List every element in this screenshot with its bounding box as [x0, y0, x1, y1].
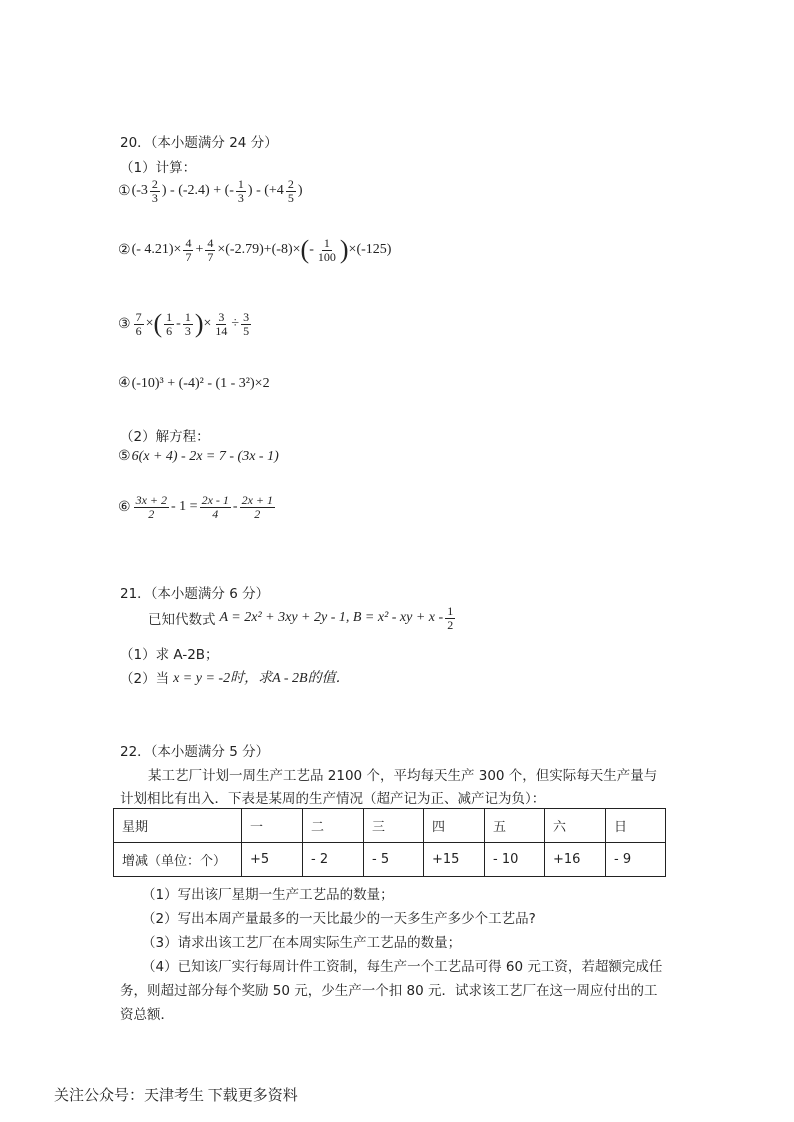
- expression-1: ① (-3 $\frac{2}{3}$ ) - (-2.4) + (- $\frac{1}{3}$ ) - (+4 $\frac{2}{5}$ ): [118, 177, 303, 205]
- q21-part2: （2）当 x = y = -2时，求A - 2B的值．: [120, 671, 350, 687]
- table-row: [114, 843, 666, 877]
- q22-subquestion-1: （1）写出该厂星期一生产工艺品的数量；: [142, 887, 394, 903]
- table-cell: - 10: [485, 843, 545, 877]
- q22-subquestion-3: （3）请求出该工艺厂在本周实际生产工艺品的数量；: [142, 935, 462, 951]
- fraction: $\frac{3}{5}$: [243, 310, 250, 338]
- fraction: $\frac{3}{14}$: [215, 310, 228, 338]
- table-cell: 六: [545, 809, 606, 843]
- q21-intro: 已知代数式 A = 2x² + 3xy + 2y - 1, B = x² - xy + x - $\frac{1}{2}$: [148, 604, 454, 632]
- table-cell: - 5: [364, 843, 424, 877]
- left-paren: (: [300, 235, 310, 265]
- fraction: $\frac{2x + 1}{2}$: [241, 493, 273, 521]
- table-cell: 五: [485, 809, 545, 843]
- q22-subquestion-4-line3: 资总额．: [120, 1007, 174, 1023]
- q20-title: 20．（本小题满分 24 分）: [120, 135, 278, 151]
- table-cell: +16: [545, 843, 606, 877]
- marker-4: ④: [118, 376, 131, 391]
- fraction: $\frac{4}{7}$: [185, 236, 192, 264]
- q20-part2-label: （2）解方程：: [120, 429, 210, 445]
- q21-part1: （1）求 A-2B；: [120, 647, 219, 663]
- marker-6: ⑥: [118, 499, 131, 515]
- footer-note: 关注公众号：天津考生 下载更多资料: [54, 1088, 298, 1104]
- fraction: $\frac{1}{3}$: [184, 310, 191, 338]
- table-cell: 增减（单位：个）: [114, 843, 242, 877]
- marker-3: ③: [118, 316, 131, 332]
- marker-1: ①: [118, 183, 131, 199]
- table-cell: 四: [424, 809, 485, 843]
- right-paren: ): [194, 309, 204, 339]
- q22-title: 22．（本小题满分 5 分）: [120, 744, 270, 760]
- q22-paragraph-line1: 某工艺厂计划一周生产工艺品 2100 个，平均每天生产 300 个，但实际每天生产量与: [148, 768, 658, 784]
- table-cell: +15: [424, 843, 485, 877]
- q21-title: 21．（本小题满分 6 分）: [120, 586, 270, 602]
- table-row: [114, 809, 666, 843]
- fraction: $\frac{1}{2}$: [447, 604, 454, 632]
- fraction: $\frac{1}{3}$: [237, 177, 244, 205]
- q20-part1-label: （1）计算：: [120, 160, 197, 176]
- fraction: $\frac{2}{5}$: [287, 177, 294, 205]
- table-cell: 星期: [114, 809, 242, 843]
- marker-2: ②: [118, 242, 131, 258]
- fraction: $\frac{2}{3}$: [151, 177, 158, 205]
- table-cell: - 9: [606, 843, 666, 877]
- left-paren: (: [153, 309, 163, 339]
- fraction: $\frac{1}{6}$: [166, 310, 173, 338]
- table-cell: 日: [606, 809, 666, 843]
- expression-2: ② (- 4.21)× $\frac{4}{7}$ + $\frac{4}{7}$ ×(-2.79)+(-8)× ( - $\frac{1}{100}$ ) ×(-125): [118, 235, 392, 265]
- fraction: $\frac{4}{7}$: [207, 236, 214, 264]
- expression-3: ③ $\frac{7}{6}$ × ( $\frac{1}{6}$ - $\frac{1}{3}$ ) × $\frac{3}{14}$ ÷ $\frac{3}{5}$: [118, 309, 250, 339]
- table-cell: +5: [242, 843, 303, 877]
- equation-5: ⑤ 6(x + 4) - 2x = 7 - (3x - 1): [118, 448, 279, 464]
- fraction: $\frac{3x + 2}{2}$: [135, 493, 167, 521]
- fraction: $\frac{1}{100}$: [317, 236, 336, 264]
- equation-6: ⑥ $\frac{3x + 2}{2}$ - 1 = $\frac{2x - 1}{4}$ - $\frac{2x + 1}{2}$: [118, 493, 273, 521]
- production-table: [113, 808, 666, 877]
- table-cell: 三: [364, 809, 424, 843]
- marker-5: ⑤: [118, 449, 131, 464]
- table-cell: 二: [303, 809, 364, 843]
- fraction: $\frac{2x - 1}{4}$: [201, 493, 229, 521]
- q22-subquestion-4-line2: 务，则超过部分每个奖励 50 元，少生产一个扣 80 元．试求该工艺厂在这一周应付出的工: [120, 983, 658, 999]
- table-cell: - 2: [303, 843, 364, 877]
- q22-paragraph-line2: 计划相比有出入．下表是某周的生产情况（超产记为正、减产记为负）：: [120, 791, 546, 807]
- q22-subquestion-4-line1: （4）已知该厂实行每周计件工资制，每生产一个工艺品可得 60 元工资，若超额完成任: [142, 959, 663, 975]
- table-cell: 一: [242, 809, 303, 843]
- right-paren: ): [339, 235, 349, 265]
- q22-subquestion-2: （2）写出本周产量最多的一天比最少的一天多生产多少个工艺品?: [142, 911, 536, 927]
- expression-4: ④ (-10)³ + (-4)² - (1 - 3²)×2: [118, 375, 270, 391]
- fraction: $\frac{7}{6}$: [135, 310, 142, 338]
